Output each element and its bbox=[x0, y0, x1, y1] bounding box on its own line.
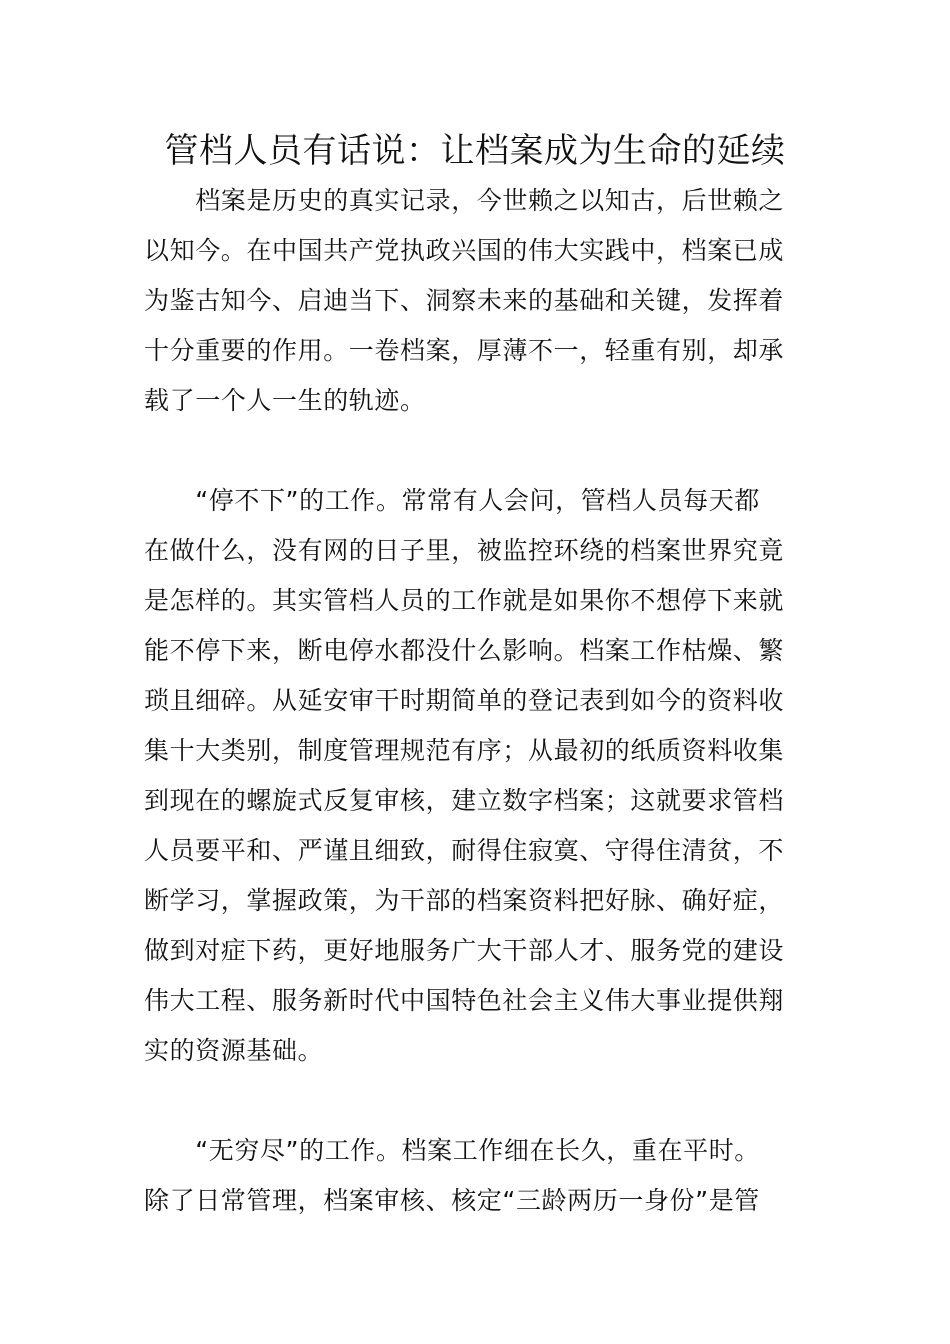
text-line: 以知今。在中国共产党执政兴国的伟大实践中，档案已成 bbox=[144, 236, 785, 265]
text-line: 是怎样的。其实管档人员的工作就是如果你不想停下来就 bbox=[144, 586, 785, 615]
text-line: 除了日常管理，档案审核、核定“三龄两历一身份”是管 bbox=[144, 1186, 760, 1215]
text-line: “停不下”的工作。常常有人会问，管档人员每天都 bbox=[144, 486, 760, 515]
text-line: 在做什么，没有网的日子里，被监控环绕的档案世界究竟 bbox=[144, 536, 785, 565]
text-line: “无穷尽”的工作。档案工作细在长久，重在平时。 bbox=[144, 1136, 760, 1165]
text-line: 到现在的螺旋式反复审核，建立数字档案；这就要求管档 bbox=[144, 786, 785, 815]
text-line: 档案是历史的真实记录，今世赖之以知古，后世赖之 bbox=[144, 186, 785, 215]
text-line: 琐且细碎。从延安审干时期简单的登记表到如今的资料收 bbox=[144, 686, 785, 715]
text-line: 人员要平和、严谨且细致，耐得住寂寞、守得住清贫，不 bbox=[144, 836, 785, 865]
text-line: 做到对症下药，更好地服务广大干部人才、服务党的建设 bbox=[144, 936, 785, 965]
paragraph-endless-work bbox=[144, 1126, 806, 1226]
text-line: 伟大工程、服务新时代中国特色社会主义伟大事业提供翔 bbox=[144, 986, 785, 1015]
text-line: 能不停下来，断电停水都没什么影响。档案工作枯燥、繁 bbox=[144, 636, 785, 665]
paragraph-nonstop-work bbox=[144, 476, 806, 1076]
text-line: 载了一个人一生的轨迹。 bbox=[144, 386, 426, 415]
text-line: 实的资源基础。 bbox=[144, 1036, 324, 1065]
text-line: 断学习，掌握政策，为干部的档案资料把好脉、确好症， bbox=[144, 886, 785, 915]
text-line: 十分重要的作用。一卷档案，厚薄不一，轻重有别，却承 bbox=[144, 336, 785, 365]
text-line: 为鉴古知今、启迪当下、洞察未来的基础和关键，发挥着 bbox=[144, 286, 785, 315]
text-line: 集十大类别，制度管理规范有序；从最初的纸质资料收集 bbox=[144, 736, 785, 765]
document-title: 管档人员有话说：让档案成为生命的延续 bbox=[164, 131, 786, 171]
paragraph-intro bbox=[144, 176, 806, 426]
